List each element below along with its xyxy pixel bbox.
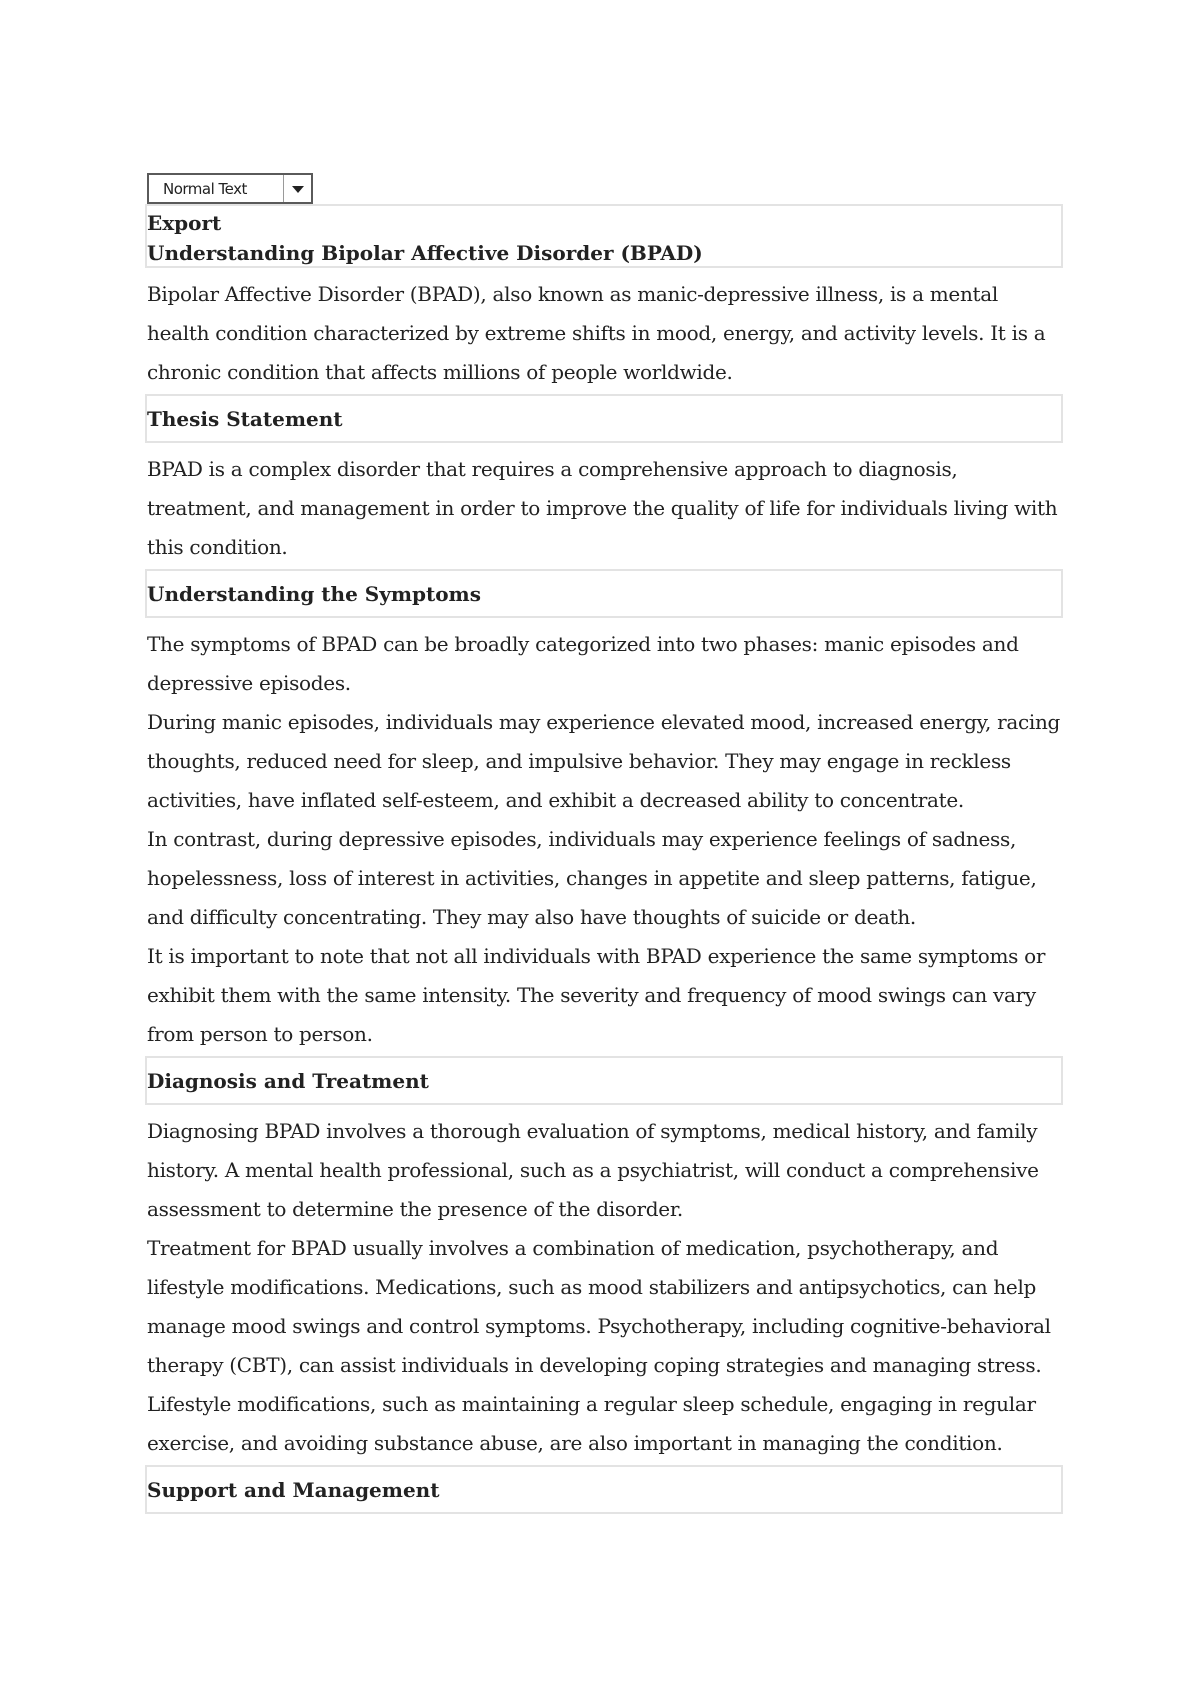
paragraph: The symptoms of BPAD can be broadly categorized into two phases: manic episodes and depressive episodes. <box>147 632 1019 695</box>
section-heading: Diagnosis and Treatment <box>147 1069 429 1093</box>
section-heading: Support and Management <box>147 1478 440 1502</box>
heading-block[interactable] <box>145 1465 1063 1514</box>
paragraph-block <box>147 1105 1063 1465</box>
document-page <box>147 173 1063 1514</box>
paragraph: Treatment for BPAD usually involves a combination of medication, psychotherapy, and lifestyle modifications. Medications, such as mood stabilizers and antipsychotics, can help manage mood swings and control symptoms. Psychotherapy, including cognitive-behavioral therapy (CBT), can assist individuals in developing coping strategies and managing stress. Lifestyle modifications, such as maintaining a regular sleep schedule, engaging in regular exercise, and avoiding substance abuse, are also important in managing the condition. <box>147 1236 1051 1455</box>
paragraph: BPAD is a complex disorder that requires a comprehensive approach to diagnosis, treatment, and management in order to improve the quality of life for individuals living with this condition. <box>147 457 1058 559</box>
section-heading: Thesis Statement <box>147 407 343 431</box>
paragraph: During manic episodes, individuals may experience elevated mood, increased energy, racing thoughts, reduced need for sleep, and impulsive behavior. They may engage in reckless activities, have inflated self-esteem, and exhibit a decreased ability to concentrate. <box>147 710 1061 812</box>
heading-block[interactable] <box>145 394 1063 443</box>
paragraph-block <box>147 268 1063 394</box>
heading-block[interactable] <box>145 1056 1063 1105</box>
paragraph-block <box>147 618 1063 1056</box>
paragraph: In contrast, during depressive episodes, individuals may experience feelings of sadness, hopelessness, loss of interest in activities, changes in appetite and sleep patterns, fatigue, and difficulty concentrating. They may also have thoughts of suicide or death. <box>147 827 1037 929</box>
text-style-select[interactable] <box>147 173 313 204</box>
paragraph: It is important to note that not all individuals with BPAD experience the same symptoms or exhibit them with the same intensity. The severity and frequency of mood swings can vary from person to person. <box>147 944 1046 1046</box>
chevron-down-icon[interactable] <box>283 175 311 202</box>
paragraph: Bipolar Affective Disorder (BPAD), also known as manic-depressive illness, is a mental health condition characterized by extreme shifts in mood, energy, and activity levels. It is a chronic condition that affects millions of people worldwide. <box>147 282 1046 384</box>
paragraph-block <box>147 443 1063 569</box>
heading-block[interactable] <box>145 569 1063 618</box>
text-style-value: Normal Text <box>163 180 247 198</box>
heading-export: Export <box>147 211 222 235</box>
document-title: Understanding Bipolar Affective Disorder (BPAD) <box>147 241 703 265</box>
heading-block[interactable] <box>145 204 1063 268</box>
section-heading: Understanding the Symptoms <box>147 582 481 606</box>
paragraph: Diagnosing BPAD involves a thorough evaluation of symptoms, medical history, and family history. A mental health professional, such as a psychiatrist, will conduct a comprehensive assessment to determine the presence of the disorder. <box>147 1119 1039 1221</box>
